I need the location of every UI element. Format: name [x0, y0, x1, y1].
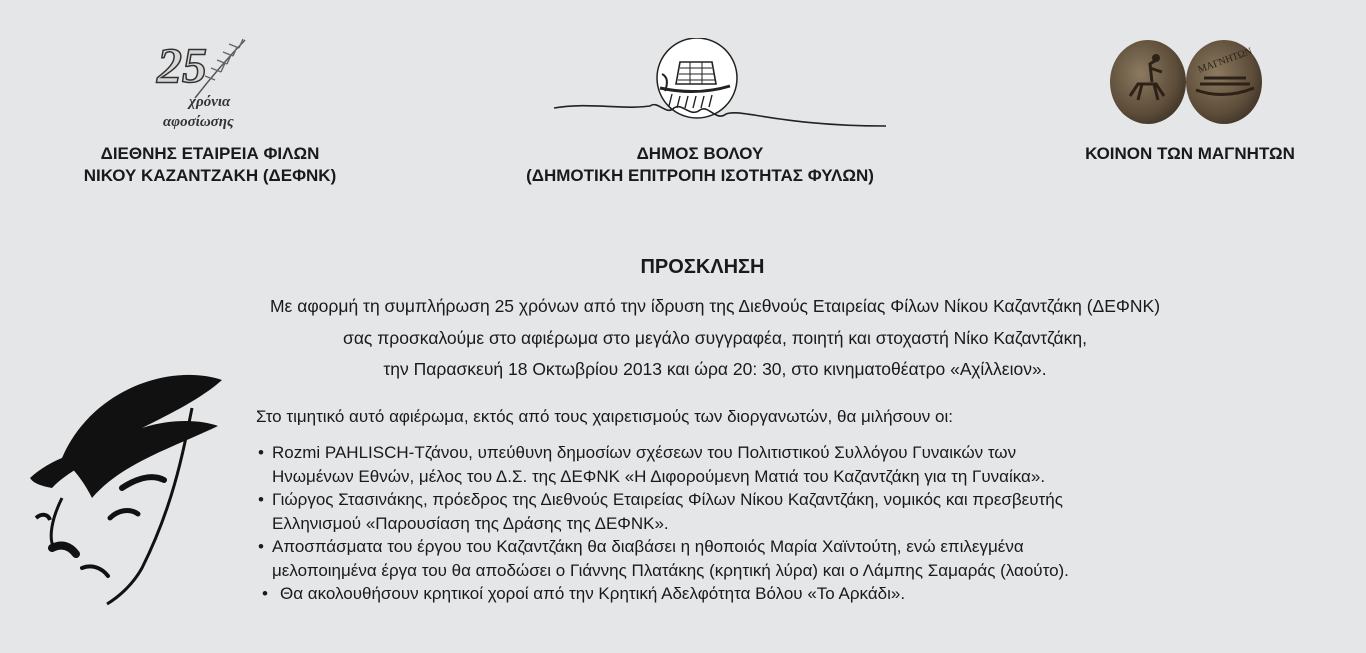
- volos-label-line1: ΔΗΜΟΣ ΒΟΛΟΥ: [636, 144, 764, 163]
- magnites-label: ΚΟΙΝΟΝ ΤΩΝ ΜΑΓΝΗΤΩΝ: [1085, 144, 1295, 163]
- anniversary-line1: χρόνια: [189, 94, 231, 110]
- list-item-line1: • Γιώργος Στασινάκης, πρόεδρος της Διεθνούς Εταιρείας Φίλων Νίκου Καζαντζάκη, νομικός και πρεσβευτής: [272, 490, 1063, 509]
- anniversary-line2: αφοσίωσης: [163, 114, 234, 130]
- anniversary-number: 25: [157, 37, 207, 93]
- defnk-label-line2: ΝΙΚΟΥ ΚΑΖΑΝΤΖΑΚΗ (ΔΕΦΝΚ): [83, 166, 337, 185]
- volos-label: [470, 143, 930, 187]
- kazantzakis-portrait-sketch: [22, 368, 242, 608]
- speakers-intro: Στο τιμητικό αυτό αφιέρωμα, εκτός από τους χαιρετισμούς των διοργανωτών, θα μιλήσουν οι:: [256, 407, 953, 426]
- intro-line-2: σας προσκαλούμε στο αφιέρωμα στο μεγάλο συγγραφέα, ποιητή και στοχαστή Νίκο Καζαντζάκη,: [343, 328, 1087, 348]
- magnites-coins-image: [1108, 38, 1268, 128]
- list-item-line1: • Rozmi PAHLISCH-Τζάνου, υπεύθυνη δημοσίων σχέσεων του Πολιτιστικού Συλλόγου Γυναικών των: [272, 443, 1017, 462]
- volos-label-line2: (ΔΗΜΟΤΙΚΗ ΕΠΙΤΡΟΠΗ ΙΣΟΤΗΤΑΣ ΦΥΛΩΝ): [526, 166, 874, 185]
- intro-line-3: την Παρασκευή 18 Οκτωβρίου 2013 και ώρα 20: 30, στο κινηματοθέατρο «Αχίλλειον».: [383, 359, 1047, 379]
- volos-ship-logo: [550, 38, 890, 138]
- list-item: [258, 488, 1288, 535]
- speakers-list: [258, 441, 1288, 606]
- defnk-label: [40, 143, 380, 187]
- list-item-line1: • Αποσπάσματα του έργου του Καζαντζάκη θα διαβάσει η ηθοποιός Μαρία Χαϊντούτη, ενώ επιλεγμένα: [272, 537, 1024, 556]
- svg-text:ΜΑΓΝΗΤΩΝ: ΜΑΓΝΗΤΩΝ: [1196, 45, 1254, 76]
- list-item: [258, 441, 1288, 488]
- list-item: [258, 535, 1288, 582]
- list-item-line2: μελοποιημένα έργα του θα αποδώσει ο Γιάννης Πλατάκης (κρητική λύρα) και ο Λάμπης Σαμαράς (λαούτο).: [272, 560, 1069, 580]
- intro-line-1: Με αφορμή τη συμπλήρωση 25 χρόνων από την ίδρυση της Διεθνούς Εταιρείας Φίλων Νίκου Καζαντζάκη (ΔΕΦΝΚ): [269, 296, 1161, 316]
- list-item-line1: • Θα ακολουθήσουν κρητικοί χοροί από την Κρητική Αδελφότητα Βόλου «Το Αρκάδι».: [280, 584, 906, 603]
- list-item: [258, 582, 1288, 606]
- invitation-title: ΠΡΟΣΚΛΗΣΗ: [640, 256, 765, 278]
- defnk-label-line1: ΔΙΕΘΝΗΣ ΕΤΑΙΡΕΙΑ ΦΙΛΩΝ: [100, 144, 320, 163]
- list-item-line2: Ελληνισμού «Παρουσίαση της Δράσης της ΔΕΦΝΚ».: [272, 513, 669, 533]
- list-item-line2: Ηνωμένων Εθνών, μέλος του Δ.Σ. της ΔΕΦΝΚ «Η Διφορούμενη Ματιά του Καζαντζάκη για τη Γυναίκα».: [272, 466, 1046, 486]
- anniversary-25-logo: [135, 36, 275, 136]
